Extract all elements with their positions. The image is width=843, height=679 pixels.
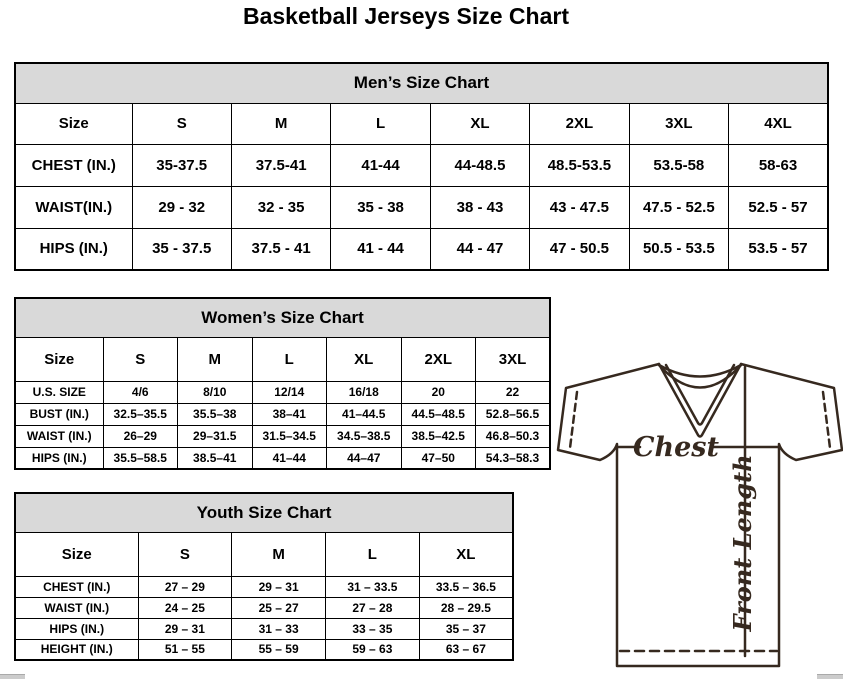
row-label: BUST (IN.) (15, 403, 103, 425)
scrollbar-fragment-right[interactable] (817, 674, 843, 679)
table-row (15, 447, 550, 469)
cell: 51 – 55 (138, 639, 232, 660)
column-header: Size (15, 337, 103, 381)
cell: 43 - 47.5 (530, 186, 629, 228)
column-header: L (326, 532, 420, 576)
row-label: U.S. SIZE (15, 381, 103, 403)
cell: 4/6 (103, 381, 178, 403)
jersey-diagram (556, 358, 843, 676)
cell: 22 (476, 381, 551, 403)
column-header: 3XL (629, 103, 728, 144)
cell: 44–47 (327, 447, 402, 469)
cell: 16/18 (327, 381, 402, 403)
cell: 35-37.5 (132, 144, 231, 186)
womens-chart-title: Women’s Size Chart (15, 298, 550, 337)
youth-chart-title: Youth Size Chart (15, 493, 513, 532)
column-header: 2XL (530, 103, 629, 144)
column-header: Size (15, 103, 132, 144)
cell: 52.5 - 57 (729, 186, 828, 228)
cell: 31.5–34.5 (252, 425, 327, 447)
cell: 33 – 35 (326, 618, 420, 639)
row-label: WAIST (IN.) (15, 597, 138, 618)
cell: 47–50 (401, 447, 476, 469)
cell: 38.5–41 (178, 447, 253, 469)
youth-size-chart-table (14, 492, 514, 661)
cell: 27 – 28 (326, 597, 420, 618)
jersey-cuff-dash-right (823, 392, 830, 448)
cell: 32.5–35.5 (103, 403, 178, 425)
cell: 12/14 (252, 381, 327, 403)
cell: 41 - 44 (331, 228, 430, 270)
table-row (15, 337, 550, 381)
column-header: M (178, 337, 253, 381)
table-row (15, 63, 828, 103)
row-label: CHEST (IN.) (15, 144, 132, 186)
cell: 29–31.5 (178, 425, 253, 447)
cell: 29 – 31 (138, 618, 232, 639)
cell: 26–29 (103, 425, 178, 447)
cell: 55 – 59 (232, 639, 326, 660)
cell: 38 - 43 (430, 186, 529, 228)
column-header: M (232, 532, 326, 576)
jersey-outline (558, 364, 842, 666)
cell: 53.5 - 57 (729, 228, 828, 270)
column-header: 4XL (729, 103, 828, 144)
cell: 32 - 35 (231, 186, 330, 228)
table-row (15, 639, 513, 660)
cell: 27 – 29 (138, 576, 232, 597)
cell: 35.5–38 (178, 403, 253, 425)
column-header: S (103, 337, 178, 381)
front-length-label: Front Length (728, 454, 757, 632)
table-row (15, 186, 828, 228)
table-row (15, 618, 513, 639)
row-label: WAIST(IN.) (15, 186, 132, 228)
jersey-cuff-dash-left (570, 392, 577, 448)
cell: 41-44 (331, 144, 430, 186)
cell: 41–44 (252, 447, 327, 469)
column-header: 2XL (401, 337, 476, 381)
cell: 53.5-58 (629, 144, 728, 186)
womens-size-chart-table (14, 297, 551, 470)
cell: 35 – 37 (419, 618, 513, 639)
mens-chart-title: Men’s Size Chart (15, 63, 828, 103)
scrollbar-fragment-left[interactable] (0, 674, 25, 679)
cell: 41–44.5 (327, 403, 402, 425)
cell: 35 - 37.5 (132, 228, 231, 270)
table-row (15, 597, 513, 618)
column-header: XL (430, 103, 529, 144)
cell: 44.5–48.5 (401, 403, 476, 425)
cell: 54.3–58.3 (476, 447, 551, 469)
cell: 44 - 47 (430, 228, 529, 270)
cell: 44-48.5 (430, 144, 529, 186)
cell: 28 – 29.5 (419, 597, 513, 618)
cell: 29 - 32 (132, 186, 231, 228)
cell: 31 – 33.5 (326, 576, 420, 597)
cell: 24 – 25 (138, 597, 232, 618)
cell: 37.5 - 41 (231, 228, 330, 270)
cell: 52.8–56.5 (476, 403, 551, 425)
cell: 38.5–42.5 (401, 425, 476, 447)
cell: 63 – 67 (419, 639, 513, 660)
table-row (15, 144, 828, 186)
table-row (15, 425, 550, 447)
table-row (15, 532, 513, 576)
table-row (15, 381, 550, 403)
row-label: WAIST (IN.) (15, 425, 103, 447)
row-label: HIPS (IN.) (15, 618, 138, 639)
table-row (15, 228, 828, 270)
cell: 59 – 63 (326, 639, 420, 660)
chest-label: Chest (633, 432, 719, 463)
cell: 31 – 33 (232, 618, 326, 639)
row-label: HIPS (IN.) (15, 447, 103, 469)
column-header: S (132, 103, 231, 144)
table-row (15, 576, 513, 597)
cell: 38–41 (252, 403, 327, 425)
column-header: XL (327, 337, 402, 381)
cell: 47 - 50.5 (530, 228, 629, 270)
row-label: HEIGHT (IN.) (15, 639, 138, 660)
row-label: CHEST (IN.) (15, 576, 138, 597)
cell: 35.5–58.5 (103, 447, 178, 469)
cell: 37.5-41 (231, 144, 330, 186)
cell: 34.5–38.5 (327, 425, 402, 447)
cell: 50.5 - 53.5 (629, 228, 728, 270)
cell: 35 - 38 (331, 186, 430, 228)
column-header: L (331, 103, 430, 144)
table-row (15, 298, 550, 337)
column-header: 3XL (476, 337, 551, 381)
cell: 33.5 – 36.5 (419, 576, 513, 597)
cell: 48.5-53.5 (530, 144, 629, 186)
cell: 29 – 31 (232, 576, 326, 597)
cell: 58-63 (729, 144, 828, 186)
cell: 46.8–50.3 (476, 425, 551, 447)
column-header: XL (419, 532, 513, 576)
table-row (15, 103, 828, 144)
mens-size-chart-table (14, 62, 829, 271)
table-row (15, 493, 513, 532)
cell: 8/10 (178, 381, 253, 403)
cell: 47.5 - 52.5 (629, 186, 728, 228)
column-header: L (252, 337, 327, 381)
cell: 20 (401, 381, 476, 403)
column-header: M (231, 103, 330, 144)
page-title: Basketball Jerseys Size Chart (242, 3, 569, 29)
column-header: S (138, 532, 232, 576)
table-row (15, 403, 550, 425)
cell: 25 – 27 (232, 597, 326, 618)
column-header: Size (15, 532, 138, 576)
row-label: HIPS (IN.) (15, 228, 132, 270)
